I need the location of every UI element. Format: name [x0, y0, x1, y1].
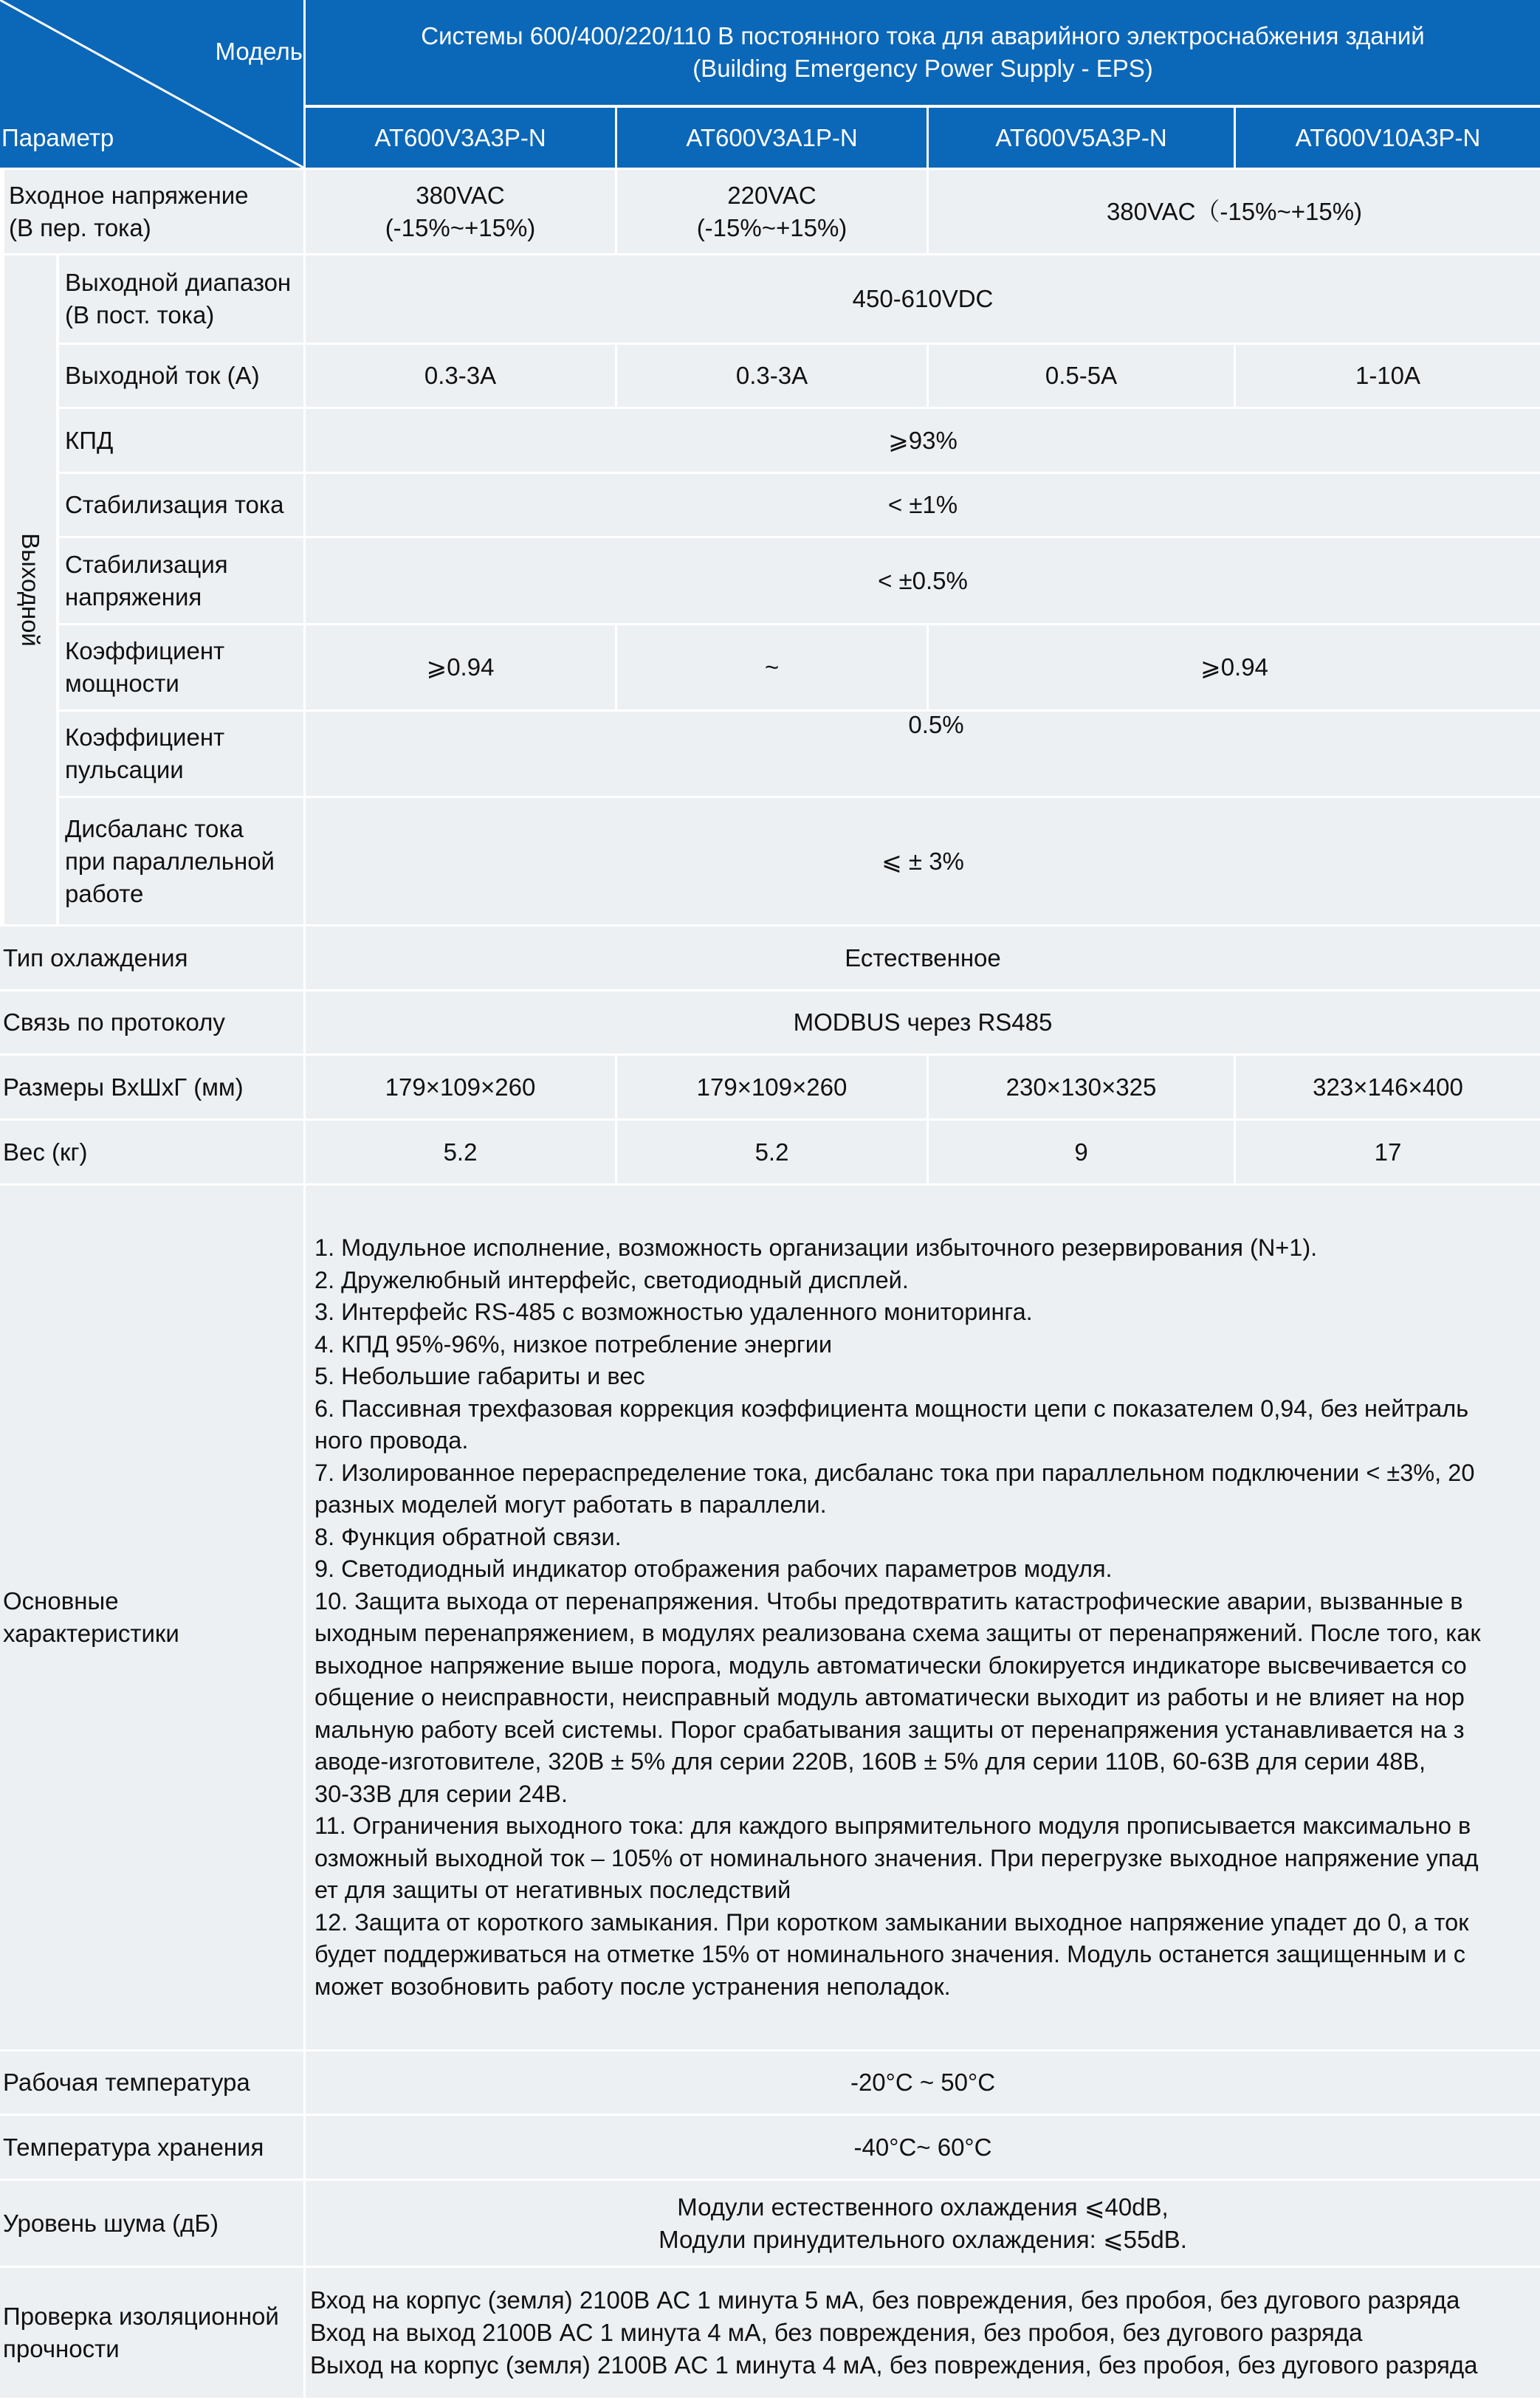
header-model-3: AT600V5A3P-N [929, 108, 1234, 168]
voltage-stab-value: < ±0.5% [306, 538, 1540, 623]
dimensions-model-2: 179×109×260 [617, 1056, 927, 1118]
power-factor-model-3-4: ⩾0.94 [929, 625, 1540, 709]
header-model-1: AT600V3A3P-N [306, 108, 615, 168]
current-stab-label: Стабилизация тока [59, 474, 303, 536]
header-param-label: Параметр [1, 124, 114, 151]
input-voltage-model-2: 220VAC (-15%~+15%) [617, 170, 927, 253]
insulation-value: Вход на корпус (земля) 2100В AC 1 минута 5 мА, без повреждения, без пробоя, без дугового разряда Вход на выход 2100В AC 1 минута 4 мА, без повреждения, без пробоя, без дугового разряда Выход на корпус (земля) 2100В AC 1 минута 4 мА, без повреждения, без пробоя, без дугового разряда [306, 2268, 1540, 2398]
header-model-label: Модель [215, 38, 303, 65]
storage-temp-value: -40°C~ 60°C [306, 2116, 1540, 2179]
weight-model-1: 5.2 [306, 1121, 615, 1183]
dimensions-model-4: 323×146×400 [1236, 1056, 1540, 1118]
protocol-value: MODBUS через RS485 [306, 991, 1540, 1053]
power-factor-model-2: ~ [617, 625, 927, 709]
weight-label: Вес (кг) [0, 1121, 303, 1183]
weight-model-3: 9 [929, 1121, 1234, 1183]
ripple-label: Коэффициент пульсации [59, 712, 303, 796]
ripple-value: 0.5% [908, 711, 964, 738]
weight-model-4: 17 [1236, 1121, 1540, 1183]
dimensions-model-3: 230×130×325 [929, 1056, 1234, 1118]
output-range-value: 450-610VDC [306, 255, 1540, 343]
features-label: Основные характеристики [0, 1186, 303, 2049]
noise-value: Модули естественного охлаждения ⩽40dB, Модули принудительного охлаждения: ⩽55dB. [306, 2181, 1540, 2266]
voltage-stab-label: Стабилизация напряжения [59, 538, 303, 623]
header-title-line2: (Building Emergency Power Supply - EPS) [692, 55, 1153, 82]
dimensions-label: Размеры ВхШхГ (мм) [0, 1056, 303, 1118]
output-range-label: Выходной диапазон (В пост. тока) [59, 255, 303, 343]
operating-temp-value: -20°C ~ 50°C [306, 2052, 1540, 2114]
header-title [306, 0, 1540, 105]
output-current-model-1: 0.3-3A [306, 345, 615, 407]
cooling-value: Естественное [306, 926, 1540, 989]
insulation-label: Проверка изоляционной прочности [0, 2268, 303, 2398]
imbalance-label: Дисбаланс тока при параллельной работе [59, 798, 303, 924]
output-group-label [4, 255, 56, 924]
power-factor-label: Коэффициент мощности [59, 625, 303, 709]
power-factor-model-1: ⩾0.94 [306, 625, 615, 709]
header-model-2: AT600V3A1P-N [617, 108, 927, 168]
noise-label: Уровень шума (дБ) [0, 2181, 303, 2266]
output-current-model-4: 1-10A [1236, 345, 1540, 407]
input-voltage-model-3-4: 380VAC（-15%~+15%) [929, 170, 1540, 253]
imbalance-value: ⩽ ± 3% [306, 798, 1540, 924]
efficiency-label: КПД [59, 409, 303, 472]
current-stab-value: < ±1% [306, 474, 1540, 536]
input-voltage-label: Входное напряжение (В пер. тока) [4, 170, 303, 253]
header-model-4: AT600V10A3P-N [1236, 108, 1540, 168]
dimensions-model-1: 179×109×260 [306, 1056, 615, 1118]
storage-temp-label: Температура хранения [0, 2116, 303, 2179]
protocol-label: Связь по протоколу [0, 991, 303, 1053]
operating-temp-label: Рабочая температура [0, 2052, 303, 2114]
input-voltage-model-1: 380VAC (-15%~+15%) [306, 170, 615, 253]
efficiency-value: ⩾93% [306, 409, 1540, 472]
header-title-line1: Системы 600/400/220/110 В постоянного тока для аварийного электроснабжения зданий [421, 22, 1425, 49]
output-group-text: Выходной [17, 533, 45, 647]
output-current-model-3: 0.5-5A [929, 345, 1234, 407]
features-text: 1. Модульное исполнение, возможность организации избыточного резервирования (N+1). 2. Дружелюбный интерфейс, светодиодный дисплей. 3. Интерфейс RS-485 с возможностью удаленного мониторинга. 4. КПД 95%-96%, низкое потребление энергии 5. Небольшие габариты и вес 6. Пассивная трехфазовая коррекция коэффициента мощности цепи с показателем 0,94, без нейтраль ного провода. 7. Изолированное перераспределение тока, дисбаланс тока при параллельном подключении < ±3%, 20 разных моделей могут работать в параллели. 8. Функция обратной связи. 9. Светодиодный индикатор отображения рабочих параметров модуля. 10. Защита выхода от перенапряжения. Чтобы предотвратить катастрофические аварии, вызванные в ыходным перенапряжением, в модулях реализована схема защиты от перенапряжений. После того, как выходное напряжение выше порога, модуль автоматически блокируется индикаторе высвечивается со общение о неисправности, неисправный модуль автоматически выходит из работы и не влияет на нор мальную работу всей системы. Порог срабатывания защиты от перенапряжения устанавливается на з аводе-изготовителе, 320В ± 5% для серии 220В, 160В ± 5% для серии 110В, 60-63В для серии 48В, 30-33В для серии 24В. 11. Ограничения выходного тока: для каждого выпрямительного модуля прописывается максимально в озможный выходной ток – 105% от номинального значения. При перегрузке выходное напряжение упад ет для защиты от негативных последствий 12. Защита от короткого замыкания. При коротком замыкании выходное напряжение упадет до 0, а ток будет поддерживаться на отметке 15% от номинального значения. Модуль останется защищенным и с может возобновить работу после устранения неполадок. [306, 1186, 1540, 2049]
weight-model-2: 5.2 [617, 1121, 927, 1183]
output-current-model-2: 0.3-3A [617, 345, 927, 407]
cooling-label: Тип охлаждения [0, 926, 303, 989]
output-current-label: Выходной ток (А) [59, 345, 303, 407]
